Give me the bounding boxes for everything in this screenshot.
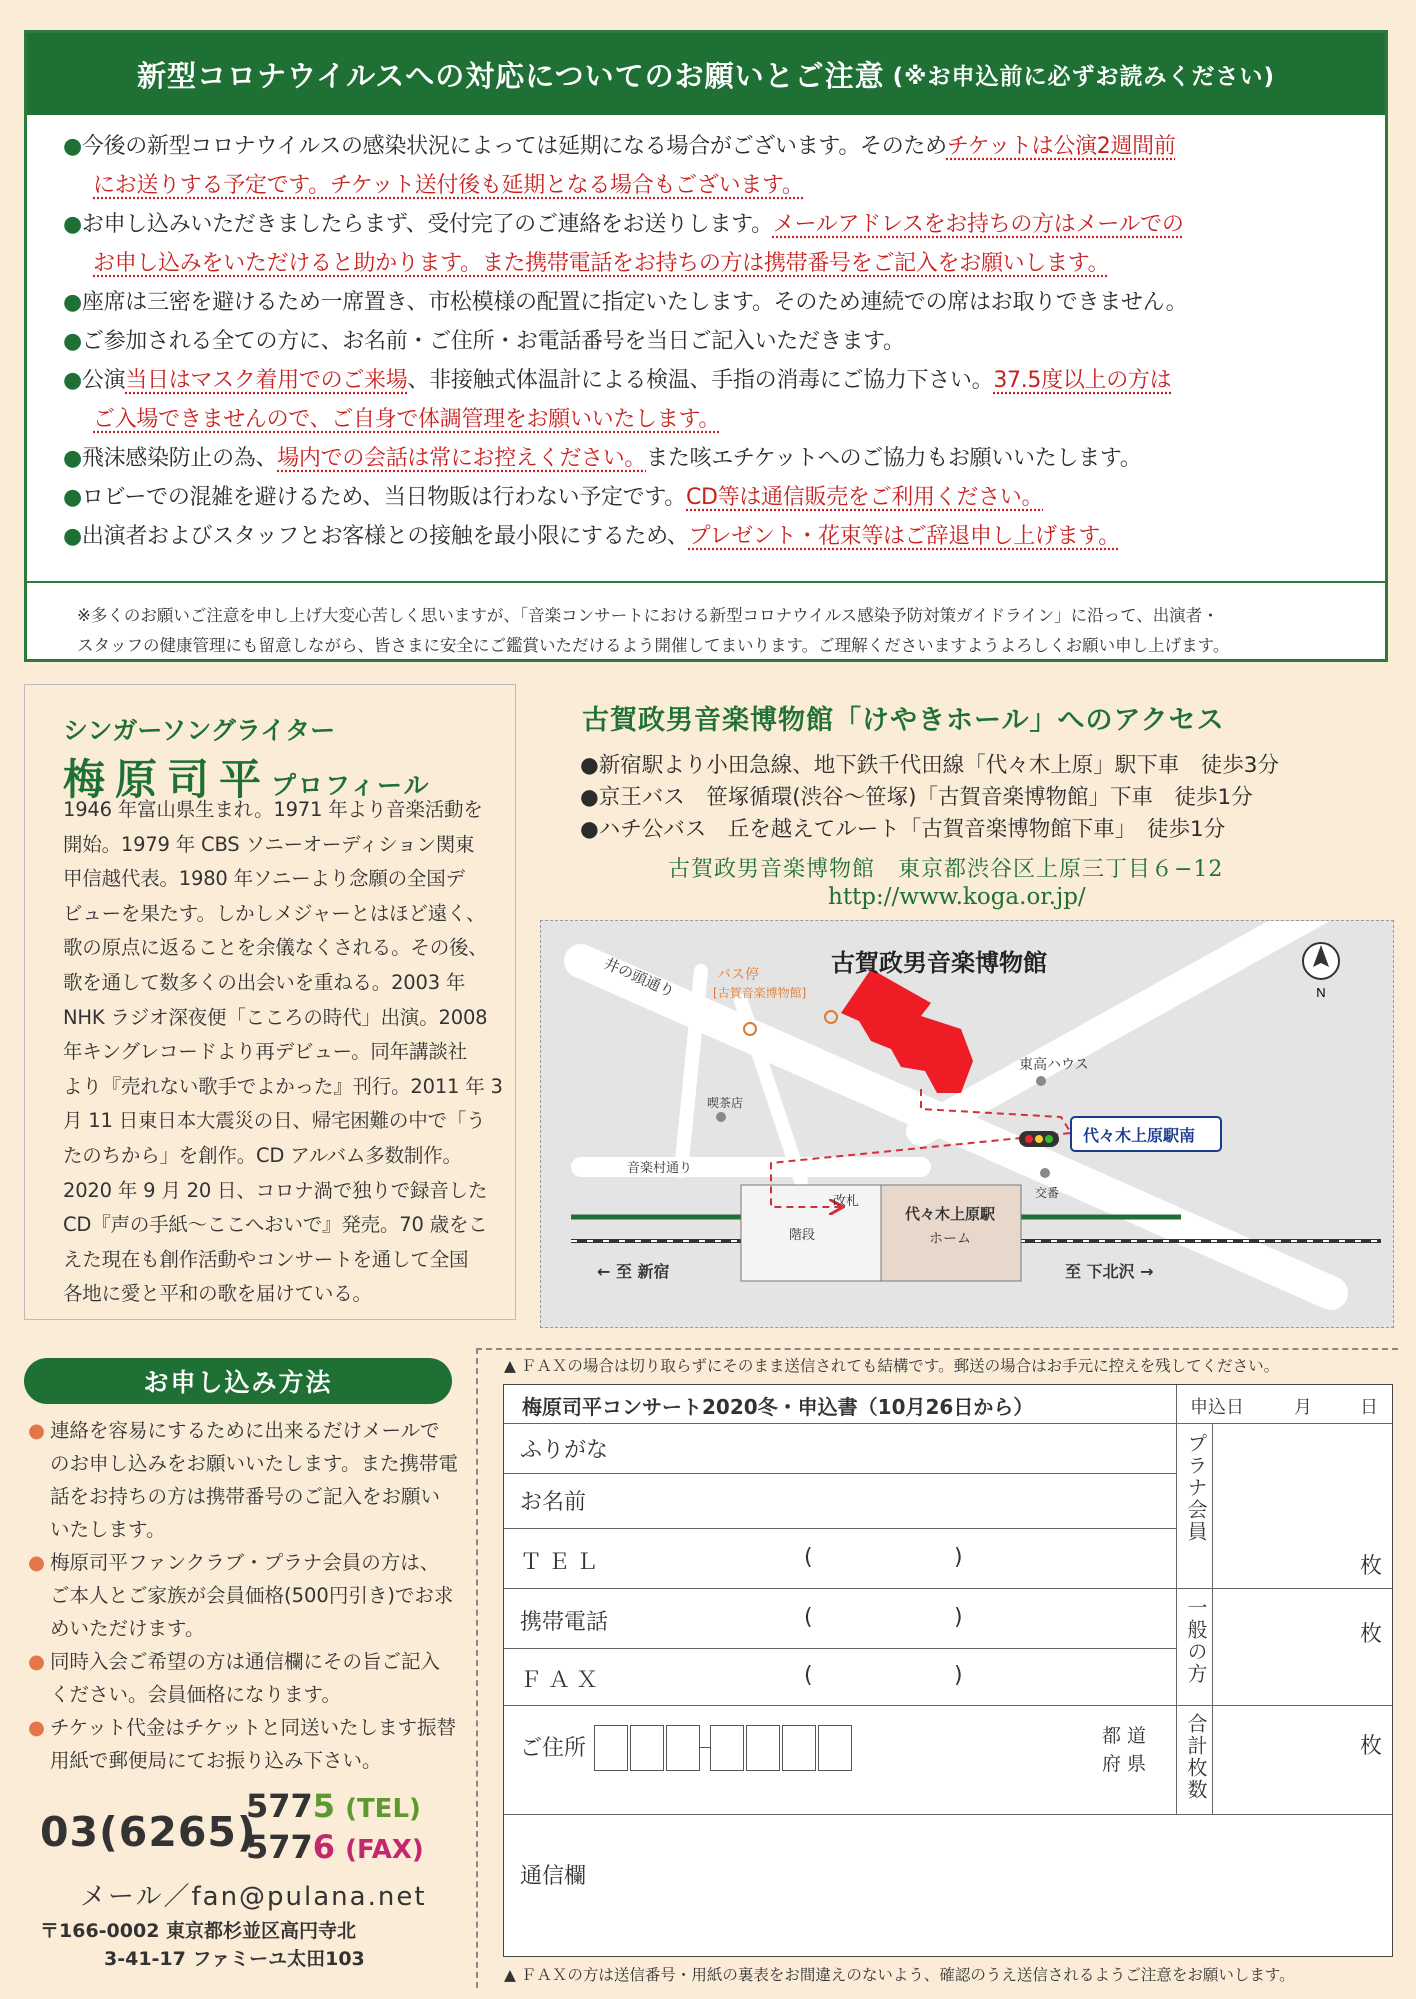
map-museum-label: 古賀政男音楽博物館 bbox=[831, 949, 1047, 977]
museum-address: 古賀政男音楽博物館 東京都渋谷区上原三丁目６−12 bbox=[668, 857, 1224, 882]
map-to-shimokita: 至 下北沢 → bbox=[1065, 1262, 1154, 1281]
form-note-top: ▲ ＦＡＸの場合は切り取らずにそのまま送信されても結構です。郵送の場合はお手元に控えを残してください。 bbox=[504, 1357, 1280, 1375]
notice-footer-line-1: ※多くのお願いご注意を申し上げ大変心苦しく思いますが、「音楽コンサートにおける新型コロナウイルス感染予防対策ガイドライン」に沿って、出演者・ bbox=[77, 606, 1219, 625]
notice-footer bbox=[27, 581, 1385, 661]
museum-url[interactable]: http://www.koga.or.jp/ bbox=[828, 884, 1086, 910]
fax-paren-close: ) bbox=[954, 1663, 963, 1688]
map-station-south-label: 代々木上原駅南 bbox=[1083, 1126, 1196, 1145]
notice-item-1: ●今後の新型コロナウイルスの感染状況によっては延期になる場合がございます。そのためチケットは公演2週間前 bbox=[63, 134, 1176, 159]
koban-marker bbox=[1040, 1168, 1050, 1178]
fax-paren-open: ( bbox=[804, 1663, 813, 1688]
map-station-label: 代々木上原駅 bbox=[905, 1205, 996, 1223]
tel-paren-open: ( bbox=[804, 1545, 813, 1570]
map-koban-label: 交番 bbox=[1035, 1186, 1060, 1200]
notice-item-2: ●お申し込みいただきましたらまず、受付完了のご連絡をお送りします。メールアドレスをお持ちの方はメールでの bbox=[63, 212, 1184, 237]
notice-item-1-cont: にお送りする予定です。チケット送付後も延期となる場合もございます。 bbox=[93, 173, 804, 198]
profile-name: 梅原司平プロフィール bbox=[63, 755, 431, 804]
apply-list bbox=[28, 1414, 458, 1777]
map-higashitaka-label: 東高ハウス bbox=[1019, 1057, 1089, 1073]
form-month: 月 bbox=[1294, 1397, 1312, 1418]
map-bus-stop-name: [古賀音楽博物館] bbox=[713, 986, 807, 1000]
map-kaidan-label: 階段 bbox=[789, 1228, 816, 1243]
form-note-bottom: ▲ ＦＡＸの方は送信番号・用紙の裏表をお間違えのないよう、確認のうえ送信されるようご注意をお願いします。 bbox=[504, 1966, 1295, 1984]
map-bus-stop-label: バス停 bbox=[717, 967, 759, 983]
zip-box[interactable] bbox=[746, 1725, 780, 1771]
compass-north-label: N bbox=[1316, 985, 1326, 1000]
bus-stop-marker-2 bbox=[825, 1011, 837, 1023]
apply-item: ● 連絡を容易にするために出来るだけメールでのお申し込みをお願いいたします。また携帯電話をお持ちの方は携帯番号のご記入をお願いいたします。 bbox=[28, 1414, 458, 1546]
access-title: 古賀政男音楽博物館「けやきホール」へのアクセス bbox=[582, 705, 1225, 736]
apply-item: ● チケット代金はチケットと同送いたします振替用紙で郵便局にてお振り込み下さい。 bbox=[28, 1711, 458, 1777]
contact-address-1: 〒166-0002 東京都杉並区高円寺北 bbox=[40, 1920, 357, 1942]
profile-body: 1946 年富山県生まれ。1971 年より音楽活動を 開始。1979 年 CBS ソニーオーディション関東 甲信越代表。1980 年ソニーより念願の全国デ ビューを果たす。しかしメジャーとはほど遠く、 歌の原点に返ることを余儀なくされる。その後、 歌を通して数多くの出会いを重ねる。2003 年 NHK ラジオ深夜便「こころの時代」出演。2008 年キングレコードより再デビュー。同年講談社 より『売れない歌手でよかった』刊行。2011 年 3 月 11 日東日本大震災の日、帰宅困難の中で「う たのちから」を創作。CD アルバム多数制作。 2020 年 9 月 20 日、コロナ渦で独りで録音した CD『声の手紙〜ここへおいで』発売。70 歳をこ えた現在も創作活動やコンサートを通して全国 各地に愛と平和の歌を届けている。 bbox=[63, 798, 503, 1306]
general-label: 一般の方 bbox=[1184, 1597, 1208, 1685]
notice-item-5: ●公演当日はマスク着用でのご来場、非接触式体温計による検温、手指の消毒にご協力下さい。37.5度以上の方は bbox=[63, 368, 1172, 393]
zip-box[interactable] bbox=[782, 1725, 816, 1771]
total-label: 合計枚数 bbox=[1184, 1713, 1208, 1801]
route-item: ●新宿駅より小田急線、地下鉄千代田線「代々木上原」駅下車 徒歩3分 bbox=[580, 753, 1279, 778]
map-ongakumura-label: 音楽村通り bbox=[627, 1161, 693, 1176]
notice-item-7: ●ロビーでの混雑を避けるため、当日物販は行わない予定です。CD等は通信販売をご利用ください。 bbox=[63, 485, 1044, 510]
zip-box[interactable] bbox=[594, 1725, 628, 1771]
notice-list bbox=[63, 127, 1363, 556]
kissaten-marker bbox=[716, 1112, 726, 1122]
address-label: ご住所 bbox=[520, 1736, 587, 1761]
route-item: ●ハチ公バス 丘を越えてルート「古賀音楽博物館下車」 徒歩1分 bbox=[580, 817, 1226, 842]
general-unit: 枚 bbox=[1360, 1622, 1383, 1647]
notice-box bbox=[24, 30, 1388, 662]
member-unit: 枚 bbox=[1360, 1554, 1383, 1579]
message-label: 通信欄 bbox=[520, 1864, 587, 1889]
mobile-label: 携帯電話 bbox=[520, 1610, 609, 1635]
higashitaka-marker bbox=[1036, 1076, 1046, 1086]
notice-item-2-cont: お申し込みをいただけると助かります。また携帯電話をお持ちの方は携帯番号をご記入をお願いします。 bbox=[93, 251, 1110, 276]
pref-label-2: 府 県 bbox=[1102, 1753, 1147, 1775]
contact-mail[interactable]: メール／fan@pulana.net bbox=[80, 1882, 427, 1912]
zip-box[interactable] bbox=[818, 1725, 852, 1771]
form-date-label: 申込日 bbox=[1190, 1397, 1244, 1418]
access-panel bbox=[538, 684, 1394, 924]
access-routes bbox=[580, 750, 1279, 846]
member-label: プラナ会員 bbox=[1184, 1433, 1208, 1543]
contact-address-2: 3-41-17 ファミーユ太田103 bbox=[104, 1948, 365, 1970]
zip-box[interactable] bbox=[710, 1725, 744, 1771]
notice-item-4: ●ご参加される全ての方に、お名前・ご住所・お電話番号を当日ご記入いただきます。 bbox=[63, 329, 905, 354]
zip-box[interactable] bbox=[666, 1725, 700, 1771]
map-home-label: ホーム bbox=[929, 1231, 971, 1247]
fax-label: ＦＡＸ bbox=[520, 1668, 605, 1693]
form-day: 日 bbox=[1360, 1397, 1378, 1418]
map-svg bbox=[541, 921, 1393, 1327]
tel-paren-close: ) bbox=[954, 1545, 963, 1570]
furigana-label: ふりがな bbox=[520, 1438, 609, 1463]
notice-title: 新型コロナウイルスへの対応についてのお願いとご注意 bbox=[136, 58, 885, 93]
zip-box[interactable] bbox=[630, 1725, 664, 1771]
mobile-paren-open: ( bbox=[804, 1605, 813, 1630]
mobile-paren-close: ) bbox=[954, 1605, 963, 1630]
map-to-shinjuku: ← 至 新宿 bbox=[597, 1262, 670, 1281]
tel-number: 5775 (TEL) bbox=[246, 1787, 421, 1825]
apply-item: ● 梅原司平ファンクラブ・プラナ会員の方は、ご本人とご家族が会員価格(500円引き)でお求めいただけます。 bbox=[28, 1546, 458, 1645]
map-kaisatsu-label: 改札 bbox=[833, 1194, 860, 1209]
phone-prefix: 03(6265) bbox=[40, 1808, 257, 1856]
map-kissaten-label: 喫茶店 bbox=[707, 1096, 744, 1110]
notice-title-sub: (※お申込前に必ずお読みください) bbox=[892, 63, 1276, 90]
notice-item-6: ●飛沫感染防止の為、場内での会話は常にお控えください。また咳エチケットへのご協力もお願いいたします。 bbox=[63, 446, 1142, 471]
total-unit: 枚 bbox=[1360, 1734, 1383, 1759]
form-title: 梅原司平コンサート2020冬・申込書（10月26日から） bbox=[522, 1395, 1034, 1419]
pref-label-1: 都 道 bbox=[1102, 1725, 1147, 1747]
tel-label: ＴＥＬ bbox=[520, 1550, 605, 1575]
notice-item-3: ●座席は三密を避けるため一席置き、市松模様の配置に指定いたします。そのため連続での席はお取りできません。 bbox=[63, 290, 1188, 315]
notice-footer-line-2: スタッフの健康管理にも留意しながら、皆さまに安全にご鑑賞いただけるよう開催してまいります。ご理解くださいますようよろしくお願い申し上げます。 bbox=[77, 636, 1230, 655]
access-map bbox=[540, 920, 1394, 1328]
fax-number: 5776 (FAX) bbox=[246, 1828, 424, 1866]
profile-subtitle: シンガーソングライター bbox=[63, 716, 336, 745]
apply-item: ● 同時入会ご希望の方は通信欄にその旨ご記入ください。会員価格になります。 bbox=[28, 1645, 458, 1711]
route-item: ●京王バス 笹塚循環(渋谷〜笹塚)「古賀音楽博物館」下車 徒歩1分 bbox=[580, 785, 1253, 810]
notice-item-8: ●出演者およびスタッフとお客様との接触を最小限にするため、プレゼント・花束等はご辞退申し上げます。 bbox=[63, 524, 1121, 549]
notice-item-5-cont: ご入場できませんので、ご自身で体調管理をお願いいたします。 bbox=[93, 407, 721, 432]
apply-header: お申し込み方法 bbox=[24, 1358, 452, 1404]
name-label: お名前 bbox=[520, 1490, 587, 1515]
map-inokashira-label: 井の頭通り bbox=[601, 954, 678, 1002]
profile-panel bbox=[24, 684, 516, 1320]
profile-suffix: プロフィール bbox=[271, 771, 431, 800]
application-form[interactable] bbox=[503, 1384, 1393, 1957]
notice-header bbox=[27, 33, 1385, 115]
